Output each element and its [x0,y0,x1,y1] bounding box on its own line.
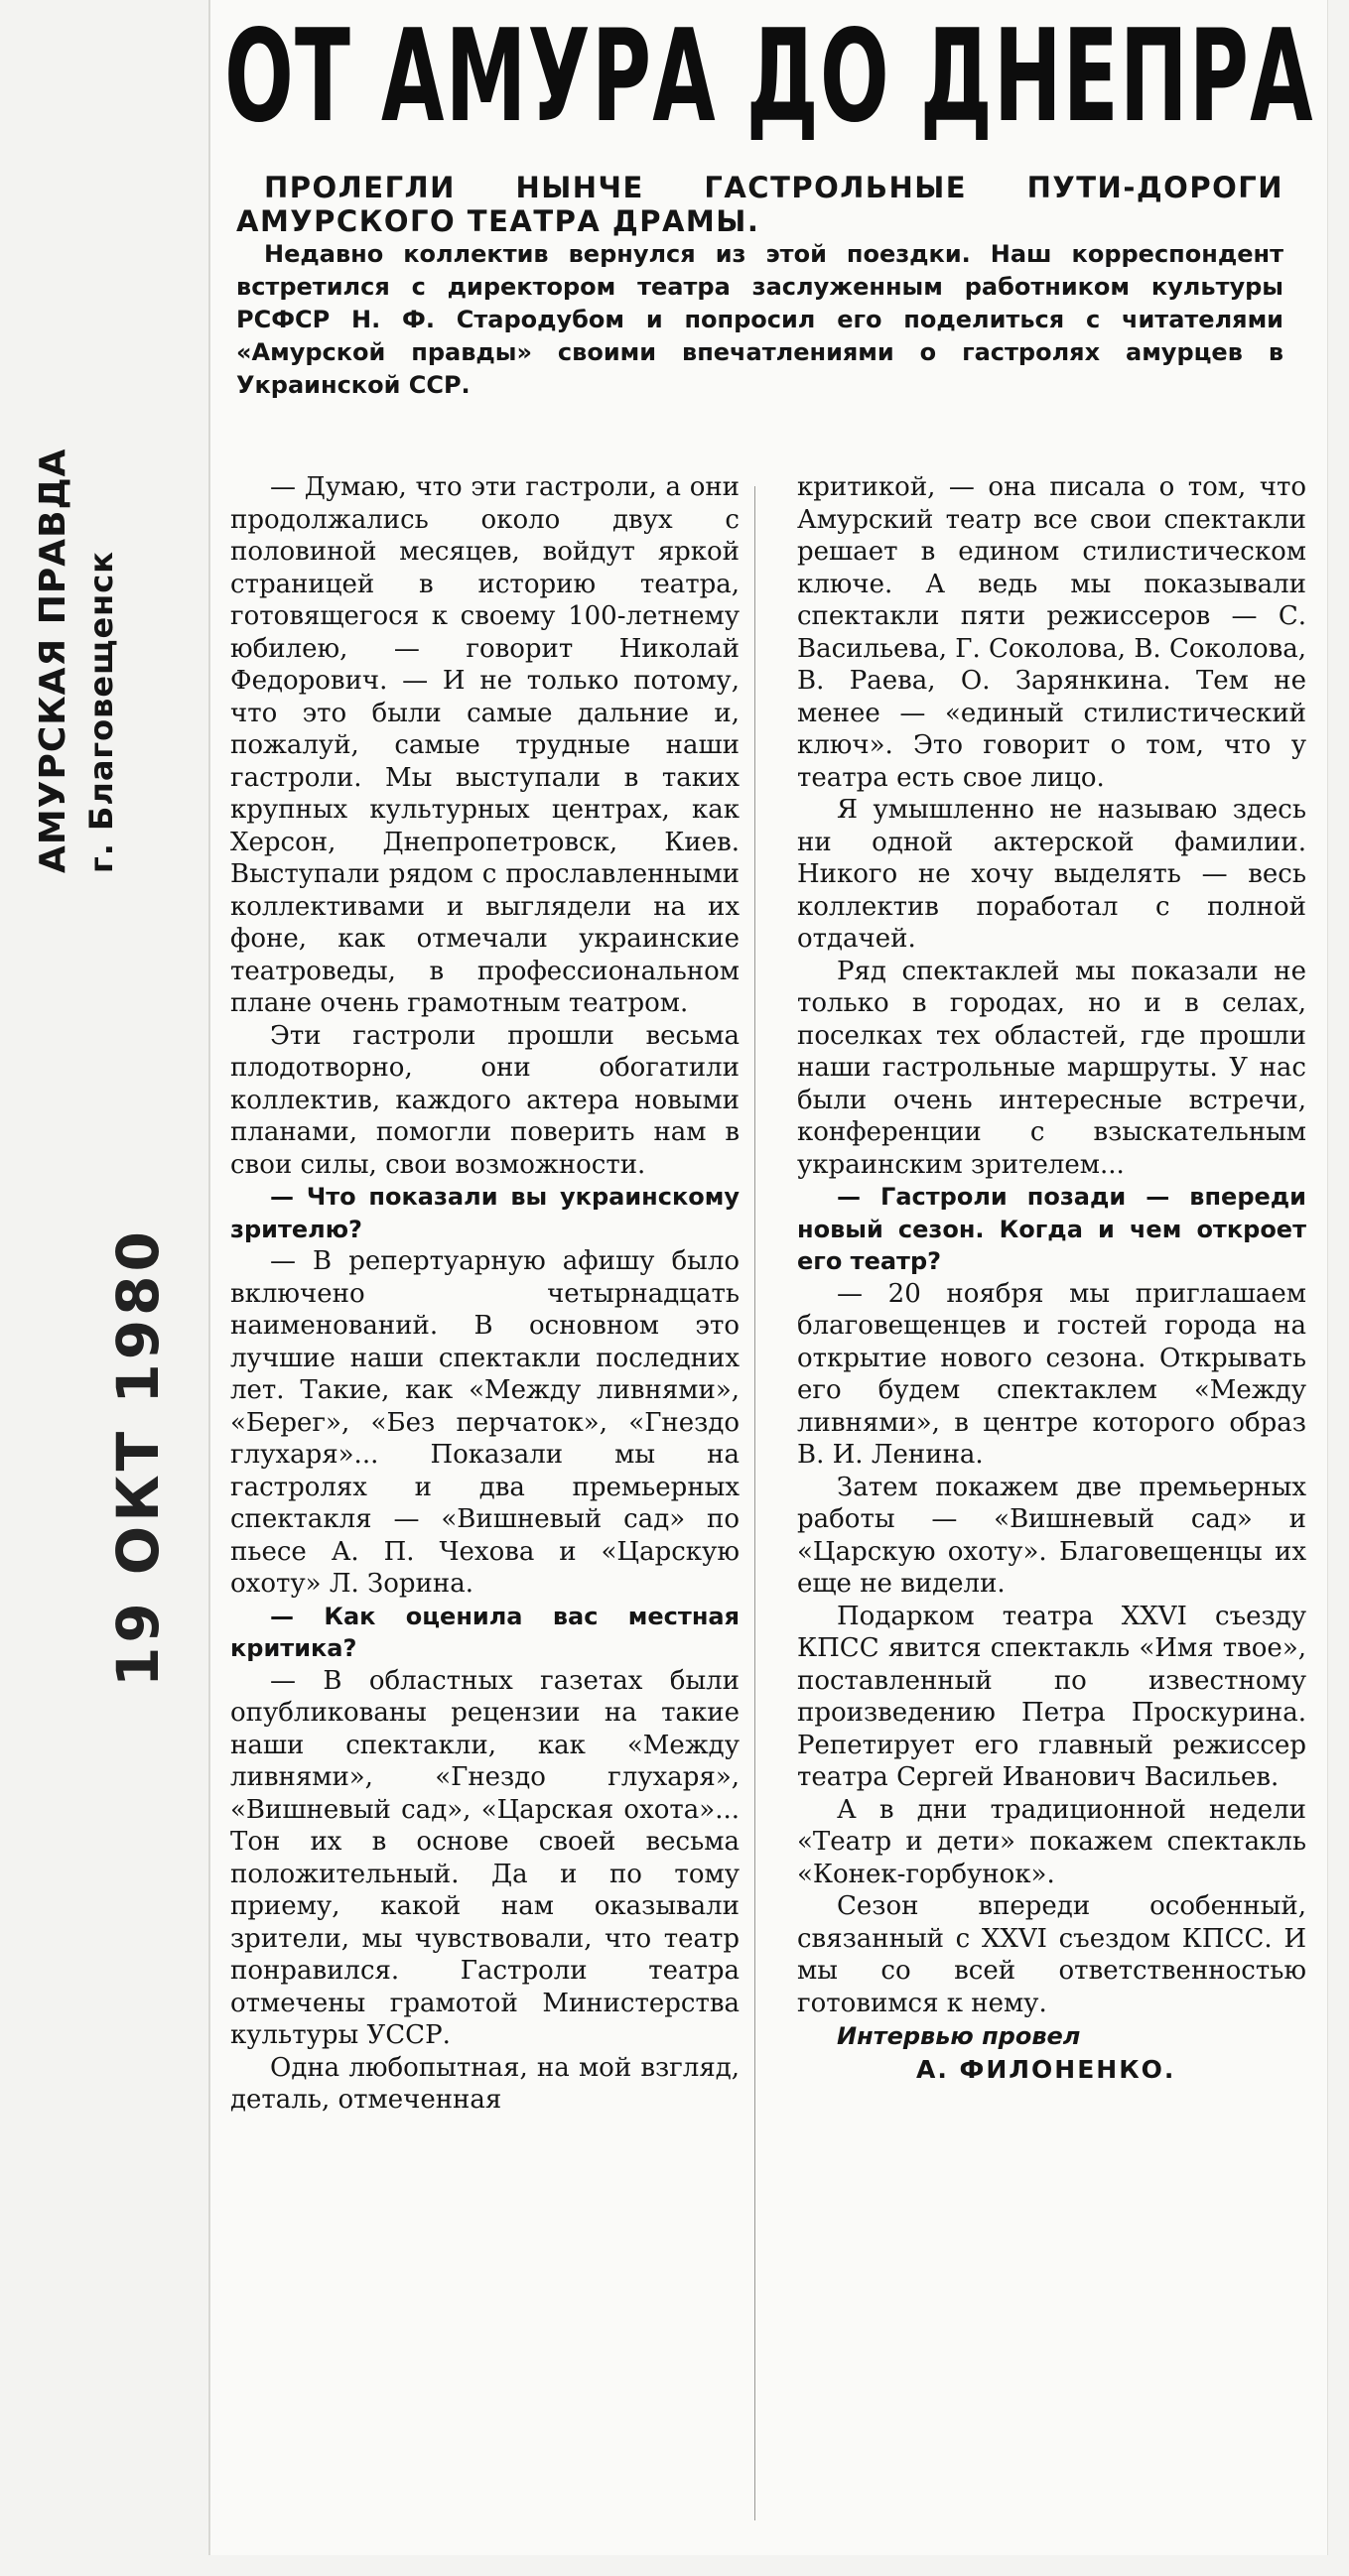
byline-label: Интервью провел [837,2022,1081,2050]
paragraph: Эти гастроли прошли весьма плодотворно, они обогатили коллектив, каждого актера новыми планами, помогли поверить нам в свои силы, свои возможности. [230,1020,740,1180]
column-right [797,471,1306,2545]
paragraph: Одна любопытная, на мой взгляд, деталь, отмеченная [230,2052,740,2115]
intro-body: Недавно коллектив вернулся из этой поездки. Наш корреспондент встретился с директором театра заслуженным работником культуры РСФСР Н. Ф. Стародубом и попросил его поделиться с читателями «Амурской правды» своими впечатлениями о гастролях амурцев в Украинской ССР. [236,240,1283,399]
article-intro [236,171,1283,402]
stamp-city: г. Благовещенск [82,551,120,873]
paragraph: Я умышленно не называю здесь ни одной актерской фамилии. Никого не хочу выделять — весь коллектив поработал с полной отдачей. [797,795,1306,954]
paragraph: А в дни традиционной недели «Театр и дети» покажем спектакль «Конек-горбунок». [797,1794,1306,1889]
paragraph: Ряд спектаклей мы показали не только в городах, но и в селах, поселках тех областей, где прошли наши гастрольные маршруты. У нас были очень интересные встречи, конференции с взыскательным украинским зрителем... [797,956,1306,1180]
interview-question: — Гастроли позади — впереди новый сезон. Когда и чем откроет его театр? [797,1183,1306,1275]
paragraph: — В областных газетах были опубликованы рецензии на такие наши спектакли, как «Между ливнями», «Гнездо глухаря», «Вишневый сад», «Царская охота»... Тон их в основе своей весьма положительный. Да и по тому приему, какой нам оказывали зрители, мы чувствовали, что театр понравился. Гастроли театра отмечены грамотой Министерства культуры УССР. [230,1665,740,2050]
paragraph: Затем покажем две премьерных работы — «Вишневый сад» и «Царскую охоту». Благовещенцы их еще не видели. [797,1472,1306,1599]
paragraph: — Думаю, что эти гастроли, а они продолжались около двух с половиной месяцев, войдут яркой страницей в историю театра, готовящегося к своему 100-летнему юбилею, — говорит Николай Федорович. — И не только потому, что это были самые дальние и, пожалуй, самые трудные наши гастроли. Мы выступали в таких крупных культурных центрах, как Херсон, Днепропетровск, Киев. Выступали рядом с прославленными коллективами и выглядели на их фоне, как отмечали украинские театроведы, в профессиональном плане очень грамотным театром. [230,472,740,1018]
stamp-newspaper-name: АМУРСКАЯ ПРАВДА [33,448,73,873]
paragraph: Подарком театра XXVI съезду КПСС явится спектакль «Имя твое», поставленный по известному произведению Петра Проскурина. Репетирует его главный режиссер театра Сергей Иванович Васильев. [797,1601,1306,1792]
paragraph: критикой, — она писала о том, что Амурский театр все свои спектакли решает в едином стилистическом ключе. А ведь мы показывали спектакли пяти режиссеров — С. Васильева, Г. Соколова, В. Соколова, В. Раева, О. Зарянкина. Тем не менее — «единый стилистический ключ». Это говорит о том, что у театра есть свое лицо. [797,472,1306,793]
byline-author: А. ФИЛОНЕНКО. [916,2055,1176,2084]
article-body [230,471,1312,2545]
paragraph: Сезон впереди особенный, связанный с XXVI съездом КПСС. И мы со всей ответственностью готовимся к нему. [797,1891,1306,2018]
interview-question: — Что показали вы украинскому зрителю? [230,1183,740,1243]
headline: ОТ АМУРА ДО ДНЕПРА [224,2,1314,151]
newspaper-stamp [30,278,169,873]
paragraph: — 20 ноября мы приглашаем благовещенцев и гостей города на открытие нового сезона. Открывать его будем спектаклем «Между ливнями», в центре которого образ В. И. Ленина. [797,1278,1306,1470]
column-left [230,471,740,2545]
interview-question: — Как оценила вас местная критика? [230,1602,740,1662]
intro-lead: ПРОЛЕГЛИ НЫНЧЕ ГАСТРОЛЬНЫЕ ПУТИ-ДОРОГИ АМУРСКОГО ТЕАТРА ДРАМЫ. [236,171,1283,238]
paragraph: — В репертуарную афишу было включено четырнадцать наименований. В основном это лучшие наши спектакли последних лет. Такие, как «Между ливнями», «Берег», «Без перчаток», «Гнездо глухаря»... Показали мы на гастролях и два премьерных спектакля — «Вишневый сад» по пьесе А. П. Чехова и «Царскую охоту» Л. Зорина. [230,1246,740,1599]
stamp-date: 19 ОКТ 1980 [104,1227,172,1687]
